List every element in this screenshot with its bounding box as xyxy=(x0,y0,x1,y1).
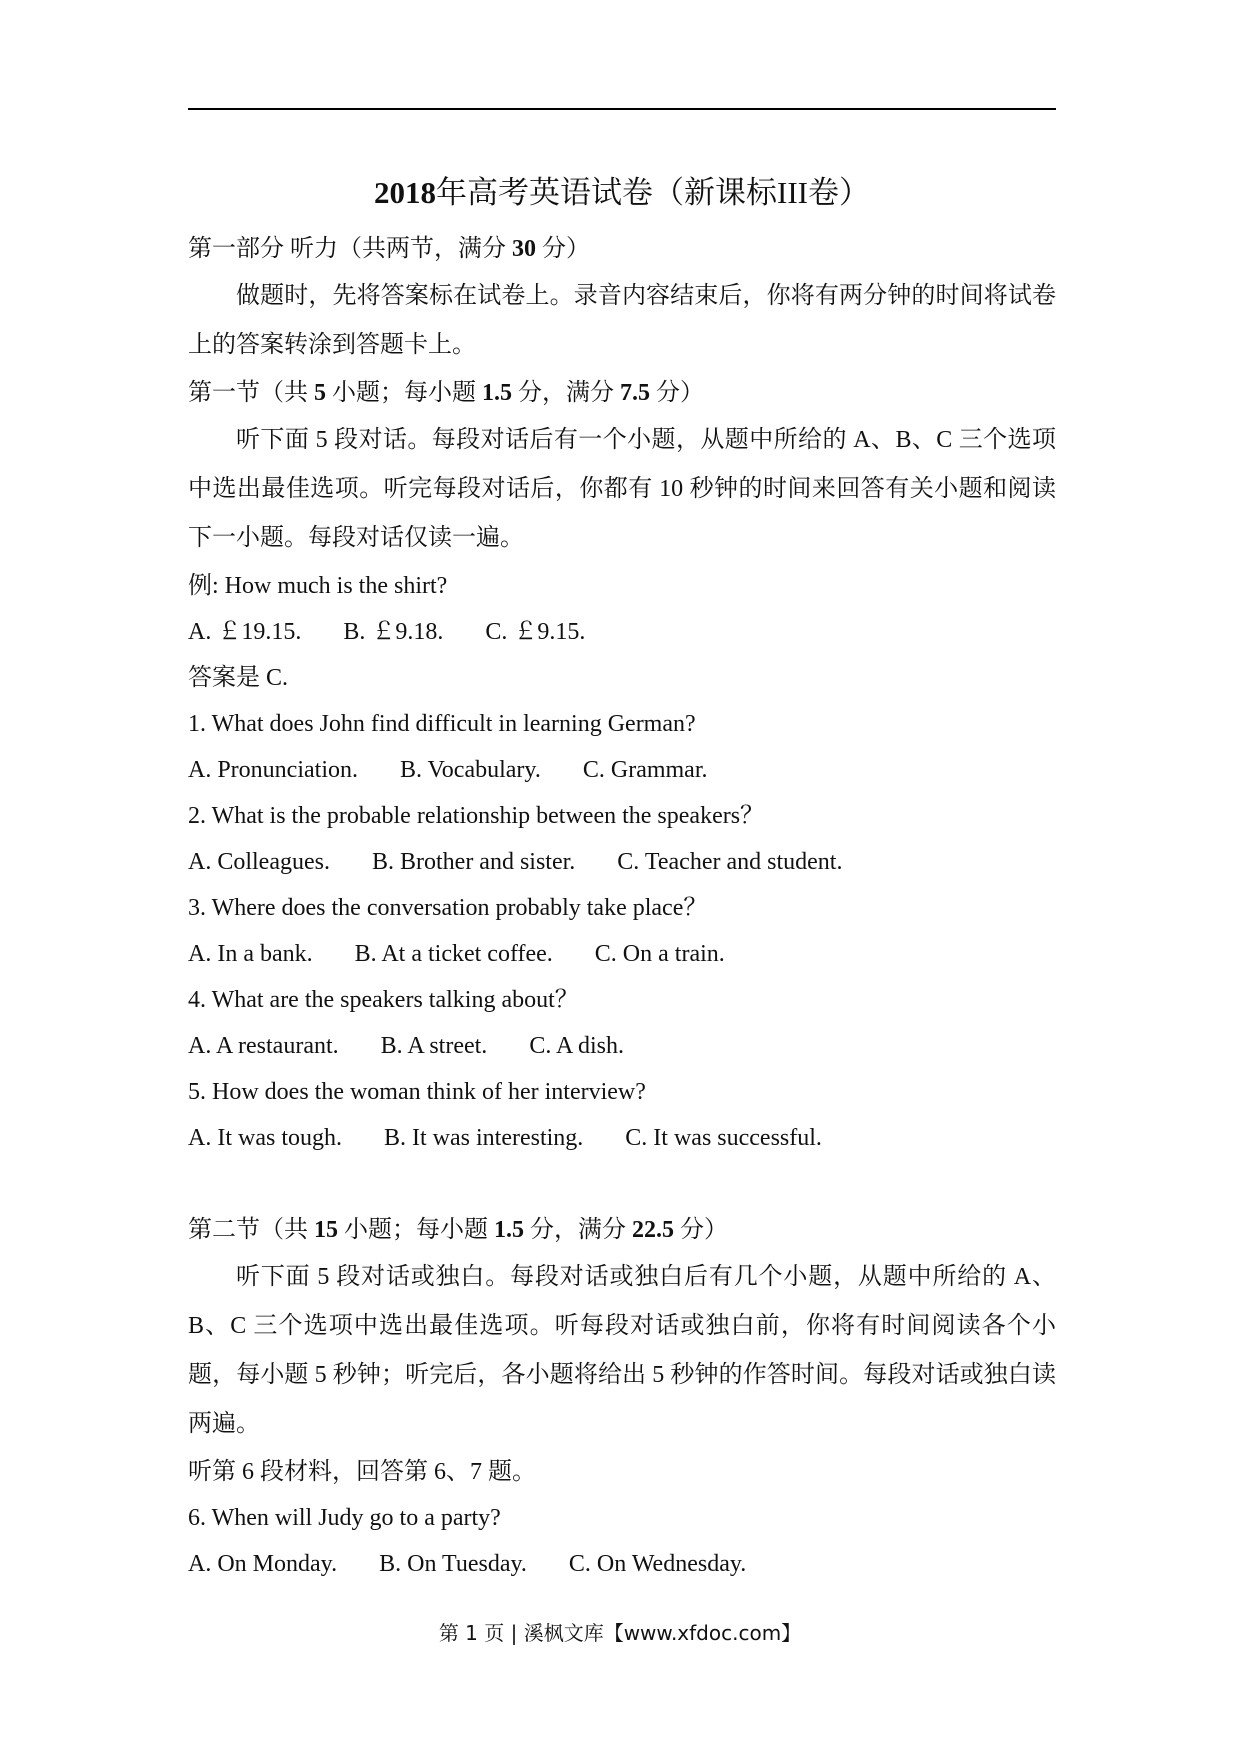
option-c: C. On Wednesday. xyxy=(568,1551,747,1577)
top-rule xyxy=(188,108,1056,110)
question-3: 3. Where does the conversation probably take place？ xyxy=(188,895,708,921)
option-b: B. A street. xyxy=(380,1033,488,1059)
question-1: 1. What does John find difficult in learning German? xyxy=(188,711,696,737)
section2-material: 听第 6 段材料，回答第 6、7 题。 xyxy=(188,1459,536,1485)
option-c: C. A dish. xyxy=(529,1033,625,1059)
question-5-options xyxy=(188,1115,1056,1161)
part1-intro: 做题时，先将答案标在试卷上。录音内容结束后，你将有两分钟的时间将试卷上的答案转涂到答题卡上。 xyxy=(188,283,1056,358)
option-b: B. Vocabulary. xyxy=(399,757,541,783)
section1-instructions: 听下面 5 段对话。每段对话后有一个小题，从题中所给的 A、B、C 三个选项中选出最佳选项。听完每段对话后，你都有 10 秒钟的时间来回答有关小题和阅读下一小题。每段对话仅读一遍。 xyxy=(188,427,1056,551)
option-a: A. Colleagues. xyxy=(188,849,330,875)
question-2: 2. What is the probable relationship between the speakers？ xyxy=(188,803,765,829)
option-c: C. ￡9.15. xyxy=(485,619,586,645)
example-answer: 答案是 C. xyxy=(188,665,289,691)
option-a: A. In a bank. xyxy=(188,941,313,967)
page-footer: 第 1 页 | 溪枫文库【www.xfdoc.com】 xyxy=(438,1621,802,1645)
option-b: B. On Tuesday. xyxy=(379,1551,527,1577)
option-a: A. On Monday. xyxy=(188,1551,338,1577)
option-c: C. Grammar. xyxy=(582,757,708,783)
question-2-options xyxy=(188,839,1056,885)
question-5: 5. How does the woman think of her interview? xyxy=(188,1079,646,1105)
option-b: B. ￡9.18. xyxy=(343,619,444,645)
option-b: B. Brother and sister. xyxy=(371,849,576,875)
question-4-options xyxy=(188,1023,1056,1069)
example-question: 例: How much is the shirt? xyxy=(188,573,448,599)
option-a: A. ￡19.15. xyxy=(188,619,302,645)
question-1-options xyxy=(188,747,1056,793)
option-c: C. On a train. xyxy=(594,941,725,967)
option-a: A. A restaurant. xyxy=(188,1033,339,1059)
section2-heading: 第二节（共 15 小题；每小题 1.5 分，满分 22.5 分） xyxy=(188,1217,728,1243)
question-4: 4. What are the speakers talking about？ xyxy=(188,987,579,1013)
question-3-options xyxy=(188,931,1056,977)
option-b: B. At a ticket coffee. xyxy=(354,941,553,967)
example-options xyxy=(188,609,1056,655)
option-a: A. It was tough. xyxy=(188,1125,342,1151)
option-b: B. It was interesting. xyxy=(383,1125,584,1151)
question-6: 6. When will Judy go to a party? xyxy=(188,1505,501,1531)
question-6-options xyxy=(188,1541,1056,1587)
option-c: C. It was successful. xyxy=(625,1125,822,1151)
page-title: 2018年高考英语试卷（新课标III卷） xyxy=(374,175,870,210)
section-gap xyxy=(188,1161,1056,1207)
section2-instructions: 听下面 5 段对话或独白。每段对话或独白后有几个小题，从题中所给的 A、B、C 三个选项中选出最佳选项。听每段对话或独白前，你将有时间阅读各个小题，每小题 5 秒钟；听完后，各小题将给出 5 秒钟的作答时间。每段对话或独白读两遍。 xyxy=(188,1264,1056,1437)
section1-heading: 第一节（共 5 小题；每小题 1.5 分，满分 7.5 分） xyxy=(188,380,704,406)
part1-heading: 第一部分 听力（共两节，满分 30 分） xyxy=(188,236,590,262)
option-a: A. Pronunciation. xyxy=(188,757,358,783)
option-c: C. Teacher and student. xyxy=(617,849,843,875)
document-body xyxy=(188,170,1056,1587)
